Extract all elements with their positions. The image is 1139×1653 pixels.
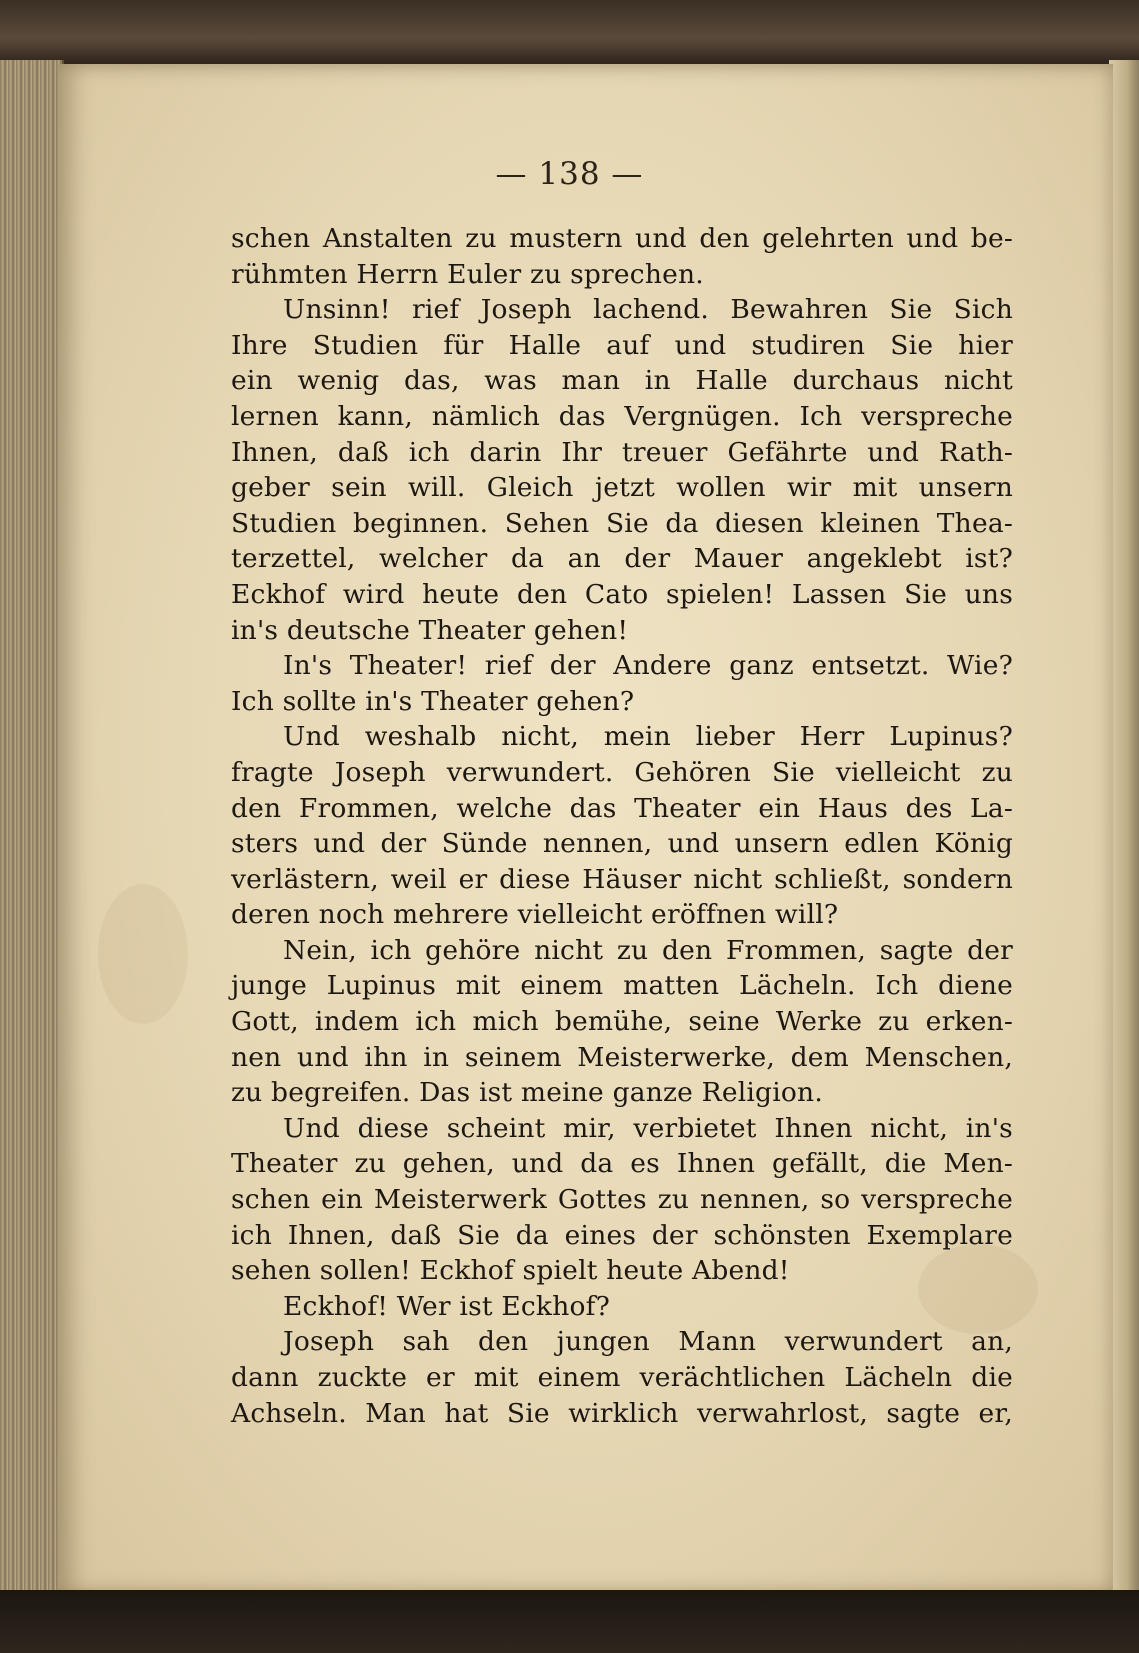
text-line: Nein, ich gehöre nicht zu den Frommen, sagte der (283, 934, 1013, 966)
text-line: Eckhof wird heute den Cato spielen! Lassen Sie uns (231, 578, 1013, 610)
text-line: ich Ihnen, daß Sie da eines der schönsten Exemplare (231, 1219, 1013, 1251)
text-line: Studien beginnen. Sehen Sie da diesen kleinen Thea- (231, 507, 1013, 539)
text-line: Ich sollte in's Theater gehen? (231, 685, 635, 717)
page-stack-left (0, 60, 64, 1600)
text-line: Theater zu gehen, und da es Ihnen gefällt, die Men- (231, 1148, 1013, 1180)
text-line: verlästern, weil er diese Häuser nicht schließt, sondern (231, 863, 1013, 895)
text-line: fragte Joseph verwundert. Gehören Sie vielleicht zu (231, 756, 1013, 788)
text-line: deren noch mehrere vielleicht eröffnen will? (231, 899, 839, 931)
text-line: lernen kann, nämlich das Vergnügen. Ich verspreche (231, 400, 1013, 432)
text-line: Gott, indem ich mich bemühe, seine Werke zu erken- (231, 1006, 1013, 1038)
text-line: nen und ihn in seinem Meisterwerke, dem Menschen, (231, 1041, 1013, 1073)
text-line: sters und der Sünde nennen, und unsern edlen König (231, 828, 1013, 860)
text-line: dann zuckte er mit einem verächtlichen Lächeln die (231, 1362, 1013, 1393)
text-line: zu begreifen. Das ist meine ganze Religion. (231, 1077, 823, 1109)
page-number: — 138 — (495, 156, 644, 192)
text-line: schen Anstalten zu mustern und den gelehrten und be- (231, 223, 1013, 254)
text-line: in's deutsche Theater gehen! (231, 614, 629, 646)
text-line: den Frommen, welche das Theater ein Haus des La- (231, 792, 1013, 824)
text-line: Ihnen, daß ich darin Ihr treuer Gefährte und Rath- (231, 436, 1013, 468)
book-top-edge (0, 0, 1139, 70)
paper-stain (98, 884, 188, 1024)
text-line: Joseph sah den jungen Mann verwundert an, (283, 1326, 1013, 1358)
page-edge-right (1109, 60, 1139, 1600)
text-line: Ihre Studien für Halle auf und studiren Sie hier (231, 329, 1013, 361)
text-line: ein wenig das, was man in Halle durchaus nicht (231, 365, 1013, 397)
text-line: Eckhof! Wer ist Eckhof? (283, 1290, 611, 1322)
text-line: rühmten Herrn Euler zu sprechen. (231, 258, 704, 290)
text-line: junge Lupinus mit einem matten Lächeln. Ich diene (231, 970, 1013, 1002)
text-line: Und weshalb nicht, mein lieber Herr Lupinus? (283, 721, 1013, 753)
text-line: geber sein will. Gleich jetzt wollen wir mit unsern (231, 472, 1013, 504)
text-line: terzettel, welcher da an der Mauer angeklebt ist? (231, 543, 1013, 575)
text-line: schen ein Meisterwerk Gottes zu nennen, so verspreche (231, 1184, 1013, 1216)
text-line: Achseln. Man hat Sie wirklich verwahrlost, sagte er, (231, 1397, 1013, 1429)
text-line: sehen sollen! Eckhof spielt heute Abend! (231, 1255, 790, 1287)
text-line: In's Theater! rief der Andere ganz entsetzt. Wie? (283, 650, 1013, 682)
book-bottom-edge (0, 1590, 1139, 1653)
text-line: Und diese scheint mir, verbietet Ihnen nicht, in's (283, 1112, 1013, 1144)
body-text (231, 221, 1013, 1431)
text-line: Unsinn! rief Joseph lachend. Bewahren Sie Sich (283, 294, 1013, 326)
